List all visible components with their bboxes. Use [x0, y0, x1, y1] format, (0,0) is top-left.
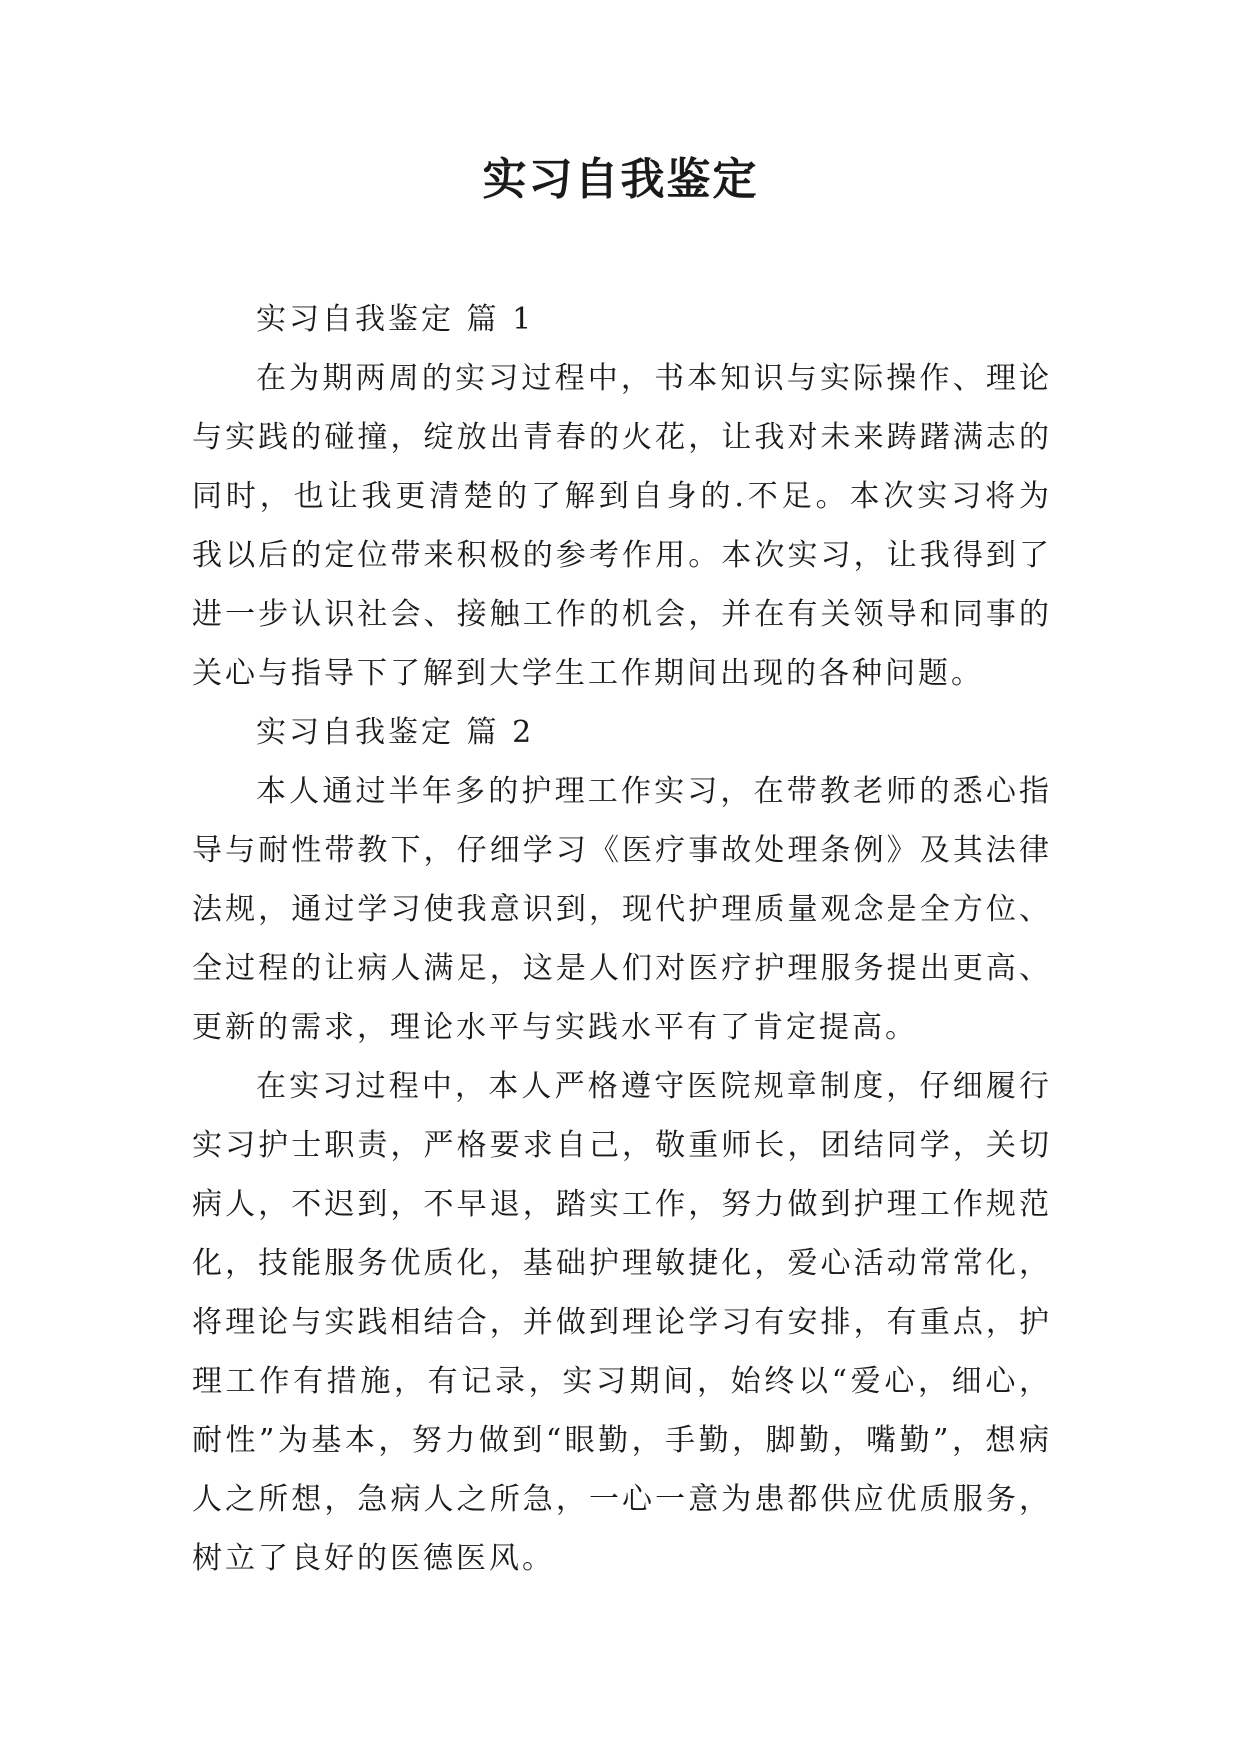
section-heading-2: 实习自我鉴定 篇 2 [256, 715, 535, 750]
section-2-paragraph-2: 在实习过程中，本人严格遵守医院规章制度，仔细履行实习护士职责，严格要求自己，敬重师长，团结同学，关切病人，不迟到，不早退，踏实工作，努力做到护理工作规范化，技能服务优质化，基础护理敏捷化，爱心活动常常化，将理论与实践相结合，并做到理论学习有安排，有重点，护理工作有措施，有记录，实习期间，始终以“爱心，细心，耐性”为基本，努力做到“眼勤，手勤，脚勤，嘴勤”，想病人之所想，急病人之所急，一心一意为患都供应优质服务，树立了良好的医德医风。 [192, 1069, 1052, 1576]
document-title: 实习自我鉴定 [482, 154, 759, 205]
section-1-paragraph-1: 在为期两周的实习过程中，书本知识与实际操作、理论与实践的碰撞，绽放出青春的火花，让我对未来踌躇满志的同时，也让我更清楚的了解到自身的.不足。本次实习将为我以后的定位带来积极的参考作用。本次实习，让我得到了进一步认识社会、接触工作的机会，并在有关领导和同事的关心与指导下了解到大学生工作期间出现的各种问题。 [192, 361, 1052, 691]
document-body [192, 290, 1052, 1588]
section-heading-1: 实习自我鉴定 篇 1 [256, 302, 535, 337]
section-2-paragraph-1: 本人通过半年多的护理工作实习，在带教老师的悉心指导与耐性带教下，仔细学习《医疗事故处理条例》及其法律法规，通过学习使我意识到，现代护理质量观念是全方位、全过程的让病人满足，这是人们对医疗护理服务提出更高、更新的需求，理论水平与实践水平有了肯定提高。 [192, 774, 1052, 1045]
